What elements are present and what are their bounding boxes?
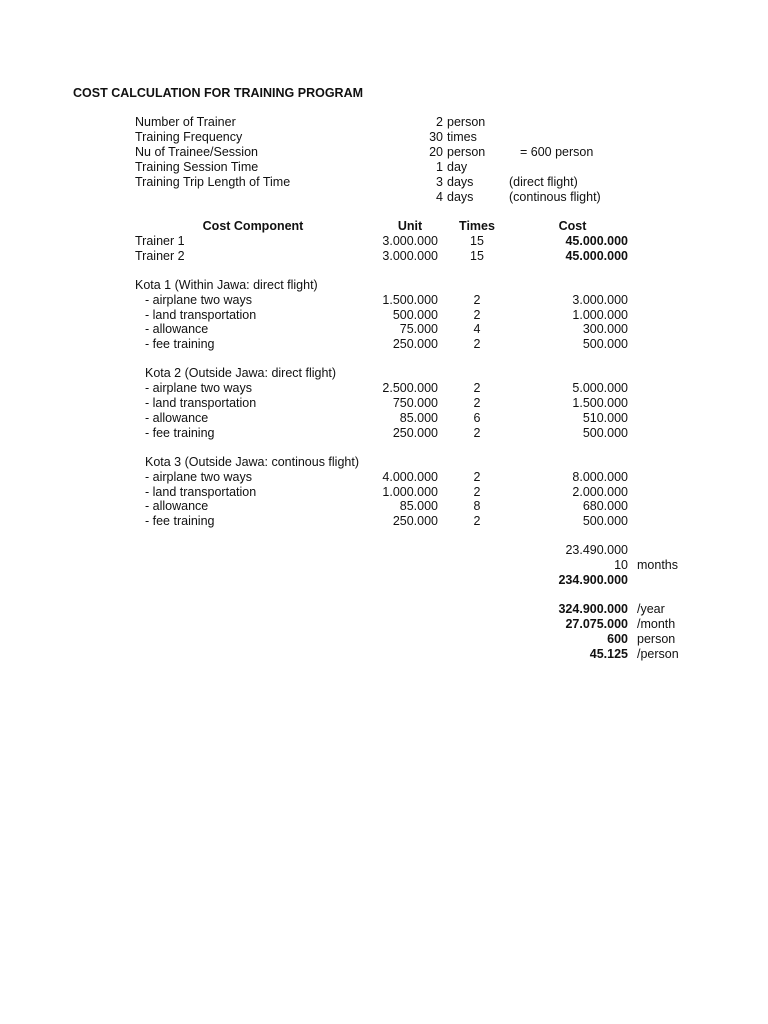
cost-times: 2 [473,308,481,322]
cost-times: 4 [473,322,481,336]
param-unit: times [447,130,477,144]
cost-item: - fee training [145,426,215,440]
cost-value: 3.000.000 [572,293,628,307]
trainer-times: 15 [470,249,484,263]
trainer-name: Trainer 1 [135,234,185,248]
subtotal-months-label: months [637,558,678,572]
cost-value: 510.000 [582,411,628,425]
page-title: COST CALCULATION FOR TRAINING PROGRAM [73,86,364,100]
param-value: 3 [436,175,443,189]
trainer-cost: 45.000.000 [565,249,628,263]
subtotal-sum: 23.490.000 [565,543,628,557]
kota-title: Kota 2 (Outside Jawa: direct flight) [145,366,337,380]
cost-item: - land transportation [145,485,257,499]
subtotal-total: 234.900.000 [558,573,628,587]
param-unit: days [447,175,474,189]
param-value: 4 [436,190,443,204]
cost-unit: 250.000 [392,514,438,528]
cost-times: 2 [473,470,481,484]
cost-value: 500.000 [582,426,628,440]
cost-times: 2 [473,337,481,351]
cost-unit: 250.000 [392,337,438,351]
cost-times: 2 [473,381,481,395]
cost-value: 8.000.000 [572,470,628,484]
cost-item: - allowance [145,322,209,336]
cost-item: - airplane two ways [145,381,252,395]
cost-item: - allowance [145,499,209,513]
param-label: Training Trip Length of Time [135,175,291,189]
trainer-unit: 3.000.000 [382,249,438,263]
cost-unit: 75.000 [399,322,438,336]
cost-unit: 85.000 [399,499,438,513]
kota-title: Kota 1 (Within Jawa: direct flight) [135,278,318,292]
cost-unit: 500.000 [392,308,438,322]
trainer-unit: 3.000.000 [382,234,438,248]
cost-value: 300.000 [582,322,628,336]
param-value: 2 [436,115,443,129]
summary-label: person [637,632,676,646]
param-note: (continous flight) [509,190,601,204]
param-value: 30 [429,130,443,144]
summary-label: /month [637,617,676,631]
cost-times: 2 [473,396,481,410]
cost-item: - airplane two ways [145,470,252,484]
cost-unit: 1.500.000 [382,293,438,307]
cost-times: 2 [473,293,481,307]
summary-value: 45.125 [589,647,628,661]
param-unit: person [447,145,486,159]
kota-title: Kota 3 (Outside Jawa: continous flight) [145,455,360,469]
param-label: Number of Trainer [135,115,236,129]
cost-value: 1.500.000 [572,396,628,410]
header-unit: Unit [397,219,423,233]
summary-label: /year [637,602,665,616]
param-label: Nu of Trainee/Session [135,145,258,159]
cost-value: 5.000.000 [572,381,628,395]
cost-unit: 250.000 [392,426,438,440]
cost-item: - fee training [145,514,215,528]
cost-unit: 4.000.000 [382,470,438,484]
trainer-cost: 45.000.000 [565,234,628,248]
cost-times: 2 [473,514,481,528]
cost-unit: 750.000 [392,396,438,410]
summary-value: 27.075.000 [565,617,628,631]
param-value: 20 [429,145,443,159]
summary-value: 324.900.000 [558,602,628,616]
summary-value: 600 [607,632,628,646]
param-value: 1 [436,160,443,174]
cost-times: 6 [473,411,481,425]
cost-times: 2 [473,426,481,440]
header-cost: Cost [558,219,587,233]
cost-times: 2 [473,485,481,499]
param-label: Training Session Time [135,160,259,174]
cost-times: 8 [473,499,481,513]
cost-value: 1.000.000 [572,308,628,322]
cost-item: - land transportation [145,396,257,410]
cost-unit: 2.500.000 [382,381,438,395]
cost-value: 500.000 [582,514,628,528]
cost-value: 500.000 [582,337,628,351]
param-unit: day [447,160,468,174]
summary-label: /person [637,647,679,661]
param-unit: person [447,115,486,129]
cost-unit: 85.000 [399,411,438,425]
trainer-times: 15 [470,234,484,248]
cost-item: - fee training [145,337,215,351]
header-times: Times [459,219,495,233]
cost-item: - allowance [145,411,209,425]
subtotal-months-value: 10 [614,558,628,572]
param-note: = 600 person [520,145,594,159]
header-cost-component: Cost Component [202,219,304,233]
trainer-name: Trainer 2 [135,249,185,263]
param-label: Training Frequency [135,130,243,144]
param-note: (direct flight) [509,175,578,189]
cost-item: - airplane two ways [145,293,252,307]
cost-value: 2.000.000 [572,485,628,499]
param-unit: days [447,190,474,204]
cost-item: - land transportation [145,308,257,322]
cost-value: 680.000 [582,499,628,513]
cost-unit: 1.000.000 [382,485,438,499]
